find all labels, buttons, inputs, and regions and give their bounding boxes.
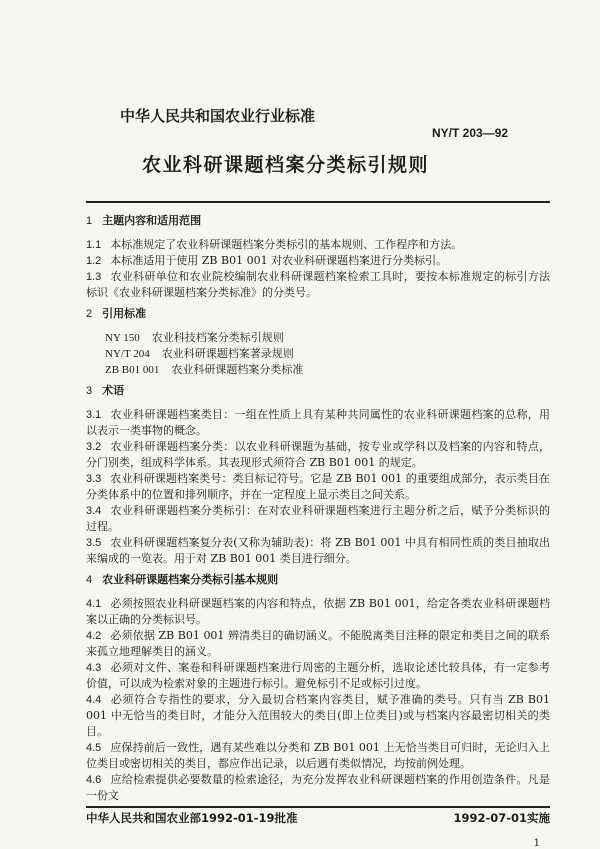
footer [86,810,550,826]
clause-number: 4.6 [86,774,102,786]
section-number: 2 [86,308,93,320]
clause-number: 1.2 [86,255,102,267]
reference-title: 农业科研课题档案著录规则 [161,347,294,360]
clause-text: 必须对文件、案卷和科研课题档案进行周密的主题分析，选取论述比较具体，有一定参考价值，可以成为检索对象的主题进行标引。避免标引不足或标引过度。 [86,661,550,690]
standard-code: NY/T 203—92 [432,126,509,140]
clause-number: 1.1 [86,239,102,251]
clause-number: 4.1 [86,598,102,610]
section-heading-4 [86,572,550,588]
clause-text: 农业科研单位和农业院校编制农业科研课题档案检索工具时，要按本标准规定的标引方法标识《农业科研课题档案分类标准》的分类号。 [86,270,550,299]
clause-4-1 [86,596,550,628]
reference-item [105,346,550,362]
section-heading-3 [86,383,550,399]
clause-number: 3.4 [86,505,102,517]
clause-text: 必须按照农业科研课题档案的内容和特点，依据 ZB B01 001，给定各类农业科研课题档案以正确的分类标识号。 [86,597,550,626]
clause-number: 4.3 [86,662,102,674]
effective-date: 1992-07-01实施 [453,811,550,825]
reference-item [105,330,550,346]
clause-text: 农业科研课题档案分类：以农业科研课题为基础，按专业或学科以及档案的内容和特点，分门别类，组成科学体系。其表现形式须符合 ZB B01 001 的规定。 [86,440,550,469]
clause-number: 3.5 [86,537,102,549]
clause-3-1 [86,407,550,439]
clause-1-1 [86,237,550,253]
clause-text: 农业科研课题档案分类标引：在对农业科研课题档案进行主题分析之后，赋予分类标识的过程。 [86,504,550,533]
clause-text: 农业科研课题档案类号：类目标记符号。它是 ZB B01 001 的重要组成部分，表示类目在分类体系中的位置和排列顺序，并在一定程度上显示类目之间关系。 [86,472,550,501]
clause-text: 应保持前后一致性，遇有某些难以分类和 ZB B01 001 上无恰当类目可归时，无论归入上位类目或密切相关的类目，都应作出记录，以后遇有类似情况，均按前例处理。 [86,741,550,770]
reference-code: NY/T 204 [105,348,150,360]
org-title: 中华人民共和国农业行业标准 [120,107,316,125]
clause-text: 本标准规定了农业科研课题档案分类标引的基本规则、工作程序和方法。 [110,238,463,251]
clause-number: 3.1 [86,409,102,421]
clause-3-5 [86,535,550,567]
clause-text: 农业科研课题档案复分表(又称为辅助表)：将 ZB B01 001 中具有相同性质的类目抽取出来编成的一览表。用于对 ZB B01 001 类目进行细分。 [86,536,550,565]
clause-number: 3.3 [86,473,102,485]
reference-title: 农业科技档案分类标引规则 [151,331,284,344]
section-number: 1 [86,215,93,227]
section-title: 主题内容和适用范围 [102,214,202,227]
clause-3-2 [86,439,550,471]
footer-rule [86,806,550,808]
reference-title: 农业科研课题档案分类标准 [171,363,304,376]
clause-number: 1.3 [86,271,102,283]
clause-text: 必须符合专指性的要求，分入最切合档案内容类目，赋予准确的类号。只有当 ZB B01 001 中无恰当的类目时，才能分入范围较大的类目(即上位类目)或与档案内容最密切相关的类目。 [86,693,550,738]
clause-4-6 [86,772,550,804]
clause-number: 4.4 [86,694,102,706]
page-number: 1 [533,838,540,849]
clause-number: 3.2 [86,441,102,453]
section-title: 农业科研课题档案分类标引基本规则 [102,573,279,586]
document-title: 农业科研课题档案分类标引规则 [142,154,430,176]
reference-item [105,362,550,378]
clause-4-5 [86,740,550,772]
clause-text: 应给检索提供必要数量的检索途径，为充分发挥农业科研课题档案的作用创造条件。凡是一份文 [86,773,550,802]
section-heading-2 [86,306,550,322]
clause-number: 4.2 [86,630,102,642]
reference-code: NY 150 [105,332,140,344]
clause-4-3 [86,660,550,692]
section-number: 4 [86,574,93,586]
clause-1-2 [86,253,550,269]
document-body [86,213,550,849]
clause-number: 4.5 [86,742,102,754]
clause-text: 农业科研课题档案类目：一组在性质上具有某种共同属性的农业科研课题档案的总称，用以表示一类事物的概念。 [86,408,550,437]
section-heading-1 [86,213,550,229]
section-title: 术语 [102,384,125,397]
clause-4-2 [86,628,550,660]
clause-text: 必须依据 ZB B01 001 辨清类目的确切涵义。不能脱离类目注释的限定和类目之间的联系来孤立地理解类目的涵义。 [86,629,550,658]
clause-1-3 [86,269,550,301]
clause-text: 本标准适用于使用 ZB B01 001 对农业科研课题档案进行分类标引。 [110,254,448,267]
clause-3-4 [86,503,550,535]
clause-4-4 [86,692,550,740]
approval-note: 中华人民共和国农业部1992-01-19批准 [86,811,298,825]
reference-code: ZB B01 001 [105,364,160,376]
clause-3-3 [86,471,550,503]
header-rule [86,201,550,203]
section-number: 3 [86,385,93,397]
section-title: 引用标准 [102,307,147,320]
